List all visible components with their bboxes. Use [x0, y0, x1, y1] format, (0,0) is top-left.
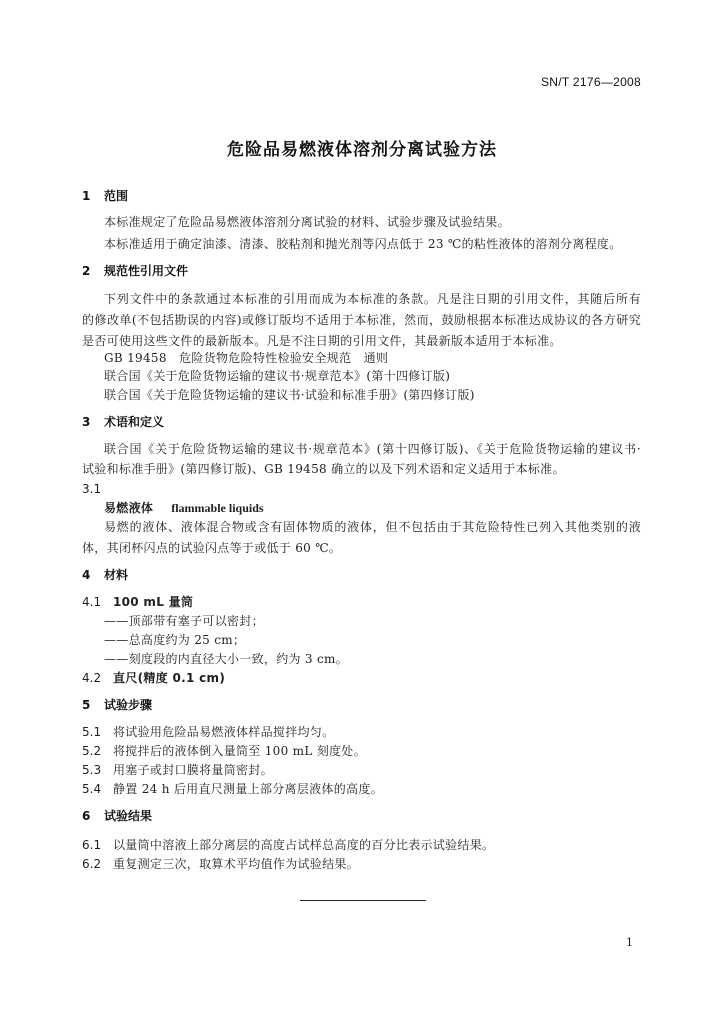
clause-number: 6.1 — [82, 838, 102, 852]
section-5-number: 5 — [82, 698, 91, 712]
scope-paragraph-1: 本标准规定了危险品易燃液体溶剂分离试验的材料、试验步骤及试验结果。 — [104, 215, 510, 229]
term-number — [82, 481, 113, 497]
list-item: ——顶部带有塞子可以密封； — [104, 614, 264, 628]
document-title: 危险品易燃液体溶剂分离试验方法 — [227, 140, 497, 160]
list-item: ——刻度段的内直径大小一致，约为 3 cm。 — [104, 652, 348, 666]
references-paragraph-line: 的修改单(不包括勘误的内容)或修订版均不适用于本标准，然而，鼓励根据本标准达成协议的各方研究 — [82, 313, 641, 327]
clause-number: 4.1 — [82, 595, 102, 609]
term-definition-line: 易燃的液体、液体混合物或含有固体物质的液体，但不包括由于其危险特性已列入其他类别的液 — [104, 520, 641, 534]
terms-paragraph-line: 试验和标准手册》(第四修订版)、GB 19458 确立的以及下列术语和定义适用于本标准。 — [82, 462, 565, 476]
terms-paragraph-line: 联合国《关于危险货物运输的建议书·规章范本》(第十四修订版)、《关于危险货物运输的建议书· — [104, 442, 641, 456]
clause-title: 100 mL 量筒 — [113, 595, 194, 609]
term-english: flammable liquids — [171, 501, 264, 515]
end-of-text-rule — [300, 900, 426, 901]
clause-5-3 — [82, 762, 273, 778]
clause-text: 以量筒中溶液上部分离层的高度占试样总高度的百分比表示试验结果。 — [113, 838, 495, 852]
clause-4-1 — [82, 594, 193, 610]
reference-item: GB 19458 危险货物危险特性检验安全规范 通则 — [104, 351, 389, 365]
document-code: SN/T 2176—2008 — [540, 75, 641, 89]
section-4-number: 4 — [82, 568, 91, 582]
clause-5-2 — [82, 743, 366, 759]
section-3-title: 术语和定义 — [104, 415, 165, 429]
section-3-heading — [82, 414, 164, 430]
section-6-heading — [82, 808, 152, 824]
term-number-label: 3.1 — [82, 482, 102, 496]
clause-text: 静置 24 h 后用直尺测量上部分离层液体的高度。 — [113, 782, 383, 796]
section-3-number: 3 — [82, 415, 91, 429]
reference-item: 联合国《关于危险货物运输的建议书·规章范本》(第十四修订版) — [104, 369, 451, 383]
page-number: 1 — [626, 936, 633, 949]
section-5-heading — [82, 697, 152, 713]
term-chinese: 易燃液体 — [104, 501, 154, 515]
clause-number: 5.2 — [82, 744, 102, 758]
clause-number: 6.2 — [82, 857, 102, 871]
list-item: ——总高度约为 25 cm； — [104, 633, 246, 647]
section-6-title: 试验结果 — [104, 809, 153, 823]
clause-number: 5.4 — [82, 782, 102, 796]
section-4-heading — [82, 567, 128, 583]
section-4-title: 材料 — [104, 568, 129, 582]
clause-number: 5.3 — [82, 763, 102, 777]
clause-5-1 — [82, 724, 334, 740]
section-2-title: 规范性引用文件 — [104, 264, 189, 278]
section-1-number: 1 — [82, 189, 91, 203]
clause-title: 直尺(精度 0.1 cm) — [113, 671, 226, 685]
clause-6-2 — [82, 856, 359, 872]
section-1-title: 范围 — [104, 189, 129, 203]
references-paragraph-line: 是否可使用这些文件的最新版本。凡是不注日期的引用文件，其最新版本适用于本标准。 — [82, 334, 562, 348]
clause-text: 将试验用危险品易燃液体样品搅拌均匀。 — [113, 725, 335, 739]
section-2-heading — [82, 263, 188, 279]
references-paragraph-line: 下列文件中的条款通过本标准的引用而成为本标准的条款。凡是注日期的引用文件，其随后所有 — [104, 292, 641, 306]
clause-text: 将搅拌后的液体倒入量筒至 100 mL 刻度处。 — [113, 744, 366, 758]
section-1-heading — [82, 188, 128, 204]
clause-4-2 — [82, 670, 225, 686]
scope-paragraph-2: 本标准适用于确定油漆、清漆、胶粘剂和抛光剂等闪点低于 23 ℃的粘性液体的溶剂分离程度。 — [104, 237, 622, 251]
clause-6-1 — [82, 837, 494, 853]
clause-number: 4.2 — [82, 671, 102, 685]
section-2-number: 2 — [82, 264, 91, 278]
term-definition-line: 体，其闭杯闪点的试验闪点等于或低于 60 ℃。 — [82, 541, 342, 555]
clause-number: 5.1 — [82, 725, 102, 739]
section-6-number: 6 — [82, 809, 91, 823]
reference-item: 联合国《关于危险货物运输的建议书·试验和标准手册》(第四修订版) — [104, 388, 475, 402]
clause-5-4 — [82, 781, 383, 797]
clause-text: 用塞子或封口膜将量筒密封。 — [113, 763, 273, 777]
clause-text: 重复测定三次，取算术平均值作为试验结果。 — [113, 857, 360, 871]
term-entry — [104, 500, 264, 516]
section-5-title: 试验步骤 — [104, 698, 153, 712]
